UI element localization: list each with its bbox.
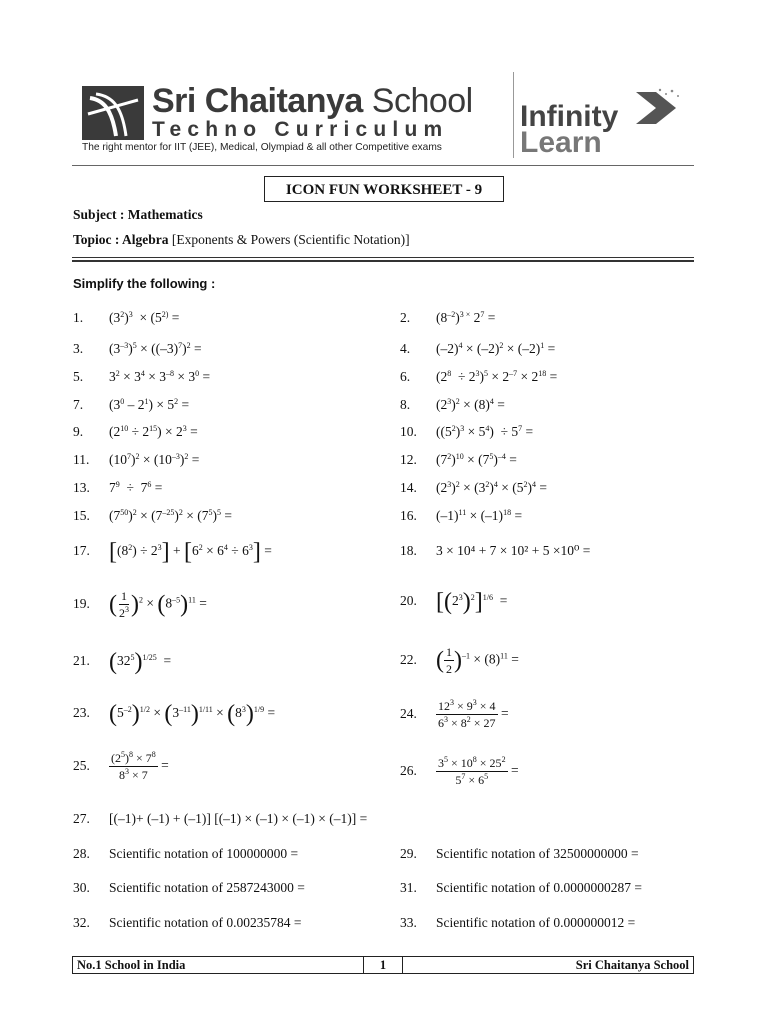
question-8: 8. $(2^3)^2 \times (8)^4$ =: [400, 397, 505, 412]
question-21: 21. $(32^5)^{1/25}$ =: [73, 649, 172, 675]
page-number: 1: [363, 957, 403, 973]
question-11: 11. $(10^7)^2 \times (10^{-3})^2$ =: [73, 452, 200, 467]
question-14: 14. $(2^3)^2 \times (3^2)^4 \times (5^2)^4$ =: [400, 480, 547, 495]
question-16: 16. $(-1)^{11} \times (-1)^{18}$ =: [400, 508, 523, 523]
subject-line: Subject : Mathematics: [73, 207, 203, 222]
question-22: 22. ( $\frac{1}{2}$ )$^{-1} \times (8)^{11}$ =: [400, 645, 519, 676]
question-25: 25. $\frac{(2^5)^8 \times 7^8}{8^3 \times 7}$ =: [73, 750, 169, 782]
partner-logo-line-1: Infinity: [520, 100, 619, 133]
question-2: 2. $(8^{-2})^{3 \times}$ $2^7$ =: [400, 310, 496, 325]
question-3: 3. $(3^{-3})^5 \times ((-3)^7)^2$ =: [73, 341, 202, 356]
question-19: 19. ( $\frac{1}{2^3}$ )$^2 \times (8^{-5})^{11}$ =: [73, 589, 207, 620]
question-20: 20. $[(2^3)^2]^{1/6}$ =: [400, 589, 508, 615]
question-6: 6. $(2^8 \div 2^3)^5 \times 2^{-7} \times 2^{18}$ =: [400, 369, 558, 384]
question-23: 23. $(5^{-2})^{1/2} \times (3^{-11})^{1/11} \times (8^3)^{1/9}$ =: [73, 701, 276, 727]
worksheet-title: ICON FUN WORKSHEET - 9: [264, 176, 504, 202]
question-29: 29. Scientific notation of 32500000000 =: [400, 846, 639, 861]
section-rule: [72, 257, 694, 258]
question-27: 27. [(–1)+ (–1) + (–1)] [(–1) × (–1) × (–1) × (–1)] =: [73, 811, 368, 826]
question-31: 31. Scientific notation of 0.0000000287 =: [400, 880, 642, 895]
question-13: 13. $7^9 \div 7^6$ =: [73, 480, 163, 495]
chevron-icon: [630, 88, 682, 128]
header-divider: [513, 72, 514, 158]
header-rule: [72, 165, 694, 166]
question-7: 7. $(3^0 - 2^1) \times 5^2$ =: [73, 397, 190, 412]
question-28: 28. Scientific notation of 100000000 =: [73, 846, 299, 861]
footer-right: Sri Chaitanya School: [575, 958, 689, 972]
question-12: 12. $(7^2)^{10} \times (7^5)^{-4}$ =: [400, 452, 517, 467]
question-30: 30. Scientific notation of 2587243000 =: [73, 880, 305, 895]
question-4: 4. $(-2)^4 \times (-2)^2 \times (-2)^1$ =: [400, 341, 556, 356]
question-24: 24. $\frac{12^3 \times 9^3 \times 4}{6^3 \times 8^2 \times 27}$ =: [400, 698, 509, 730]
school-logo: [82, 86, 144, 140]
brand-tagline: The right mentor for IIT (JEE), Medical, Olympiad & all other Competitive exams: [82, 142, 442, 153]
question-9: 9. $(2^{10} \div 2^{15}) \times 2^3$ =: [73, 424, 198, 439]
question-5: 5. $3^2 \times 3^4 \times 3^{-8} \times 3^0$ =: [73, 369, 211, 384]
brand-subtitle: Techno Curriculum: [152, 118, 449, 141]
question-26: 26. $\frac{3^5 \times 10^8 \times 25^2}{5^7 \times 6^5}$ =: [400, 755, 519, 787]
section-rule-thick: [72, 260, 694, 262]
question-18: 18. 3 × 10⁴ + 7 × 10² + 5 ×10⁰ =: [400, 543, 591, 558]
page-footer: [72, 956, 694, 974]
instruction: Simplify the following :: [73, 276, 216, 291]
topic-line: Topioc : Algebra [Exponents & Powers (Scientific Notation)]: [73, 232, 410, 247]
question-33: 33. Scientific notation of 0.000000012 =: [400, 915, 636, 930]
brand-name: Sri Chaitanya School: [152, 82, 473, 120]
question-1: 1. $(3^2)^3 \times (5^{2)}$ =: [73, 310, 180, 325]
footer-left: No.1 School in India: [77, 958, 186, 972]
question-32: 32. Scientific notation of 0.00235784 =: [73, 915, 302, 930]
question-10: 10. $((5^2)^3 \times 5^4) \div 5^7$ =: [400, 424, 534, 439]
question-15: 15. $(7^{50})^2 \times (7^{-25})^2 \times (7^5)^5$ =: [73, 508, 232, 523]
partner-logo-line-2: Learn: [520, 126, 602, 159]
question-17: 17. $[(8^2) \div 2^3] + [6^2 \times 6^4 \div 6^3]$ =: [73, 539, 272, 565]
